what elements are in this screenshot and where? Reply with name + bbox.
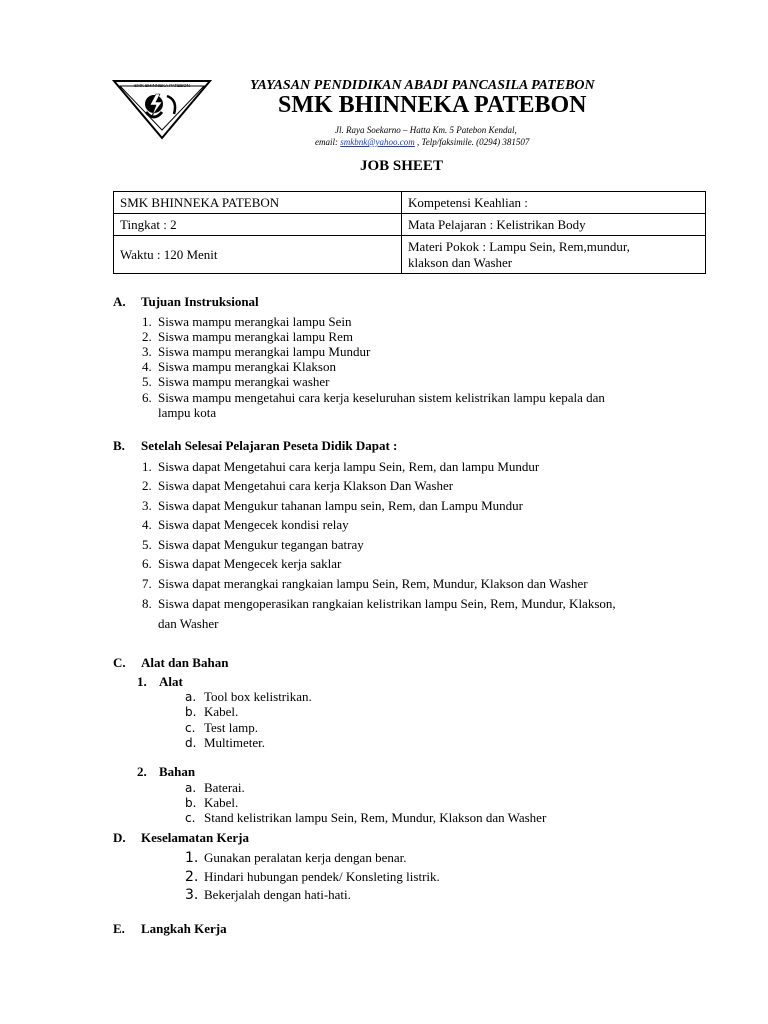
table-cell-line: klakson dan Washer xyxy=(408,254,513,270)
list-item: 3. Siswa mampu merangkai lampu Mundur xyxy=(142,344,371,359)
list-item: 3. Bekerjalah dengan hati-hati. xyxy=(185,887,351,903)
school-contact xyxy=(315,137,529,147)
list-item: c. Stand kelistrikan lampu Sein, Rem, Mundur, Klakson dan Washer xyxy=(185,810,547,825)
section-letter: E. xyxy=(113,921,125,936)
school-address: Jl. Raya Soekarno – Hatta Km. 5 Patebon Kendal, xyxy=(335,125,517,135)
list-item: a. Tool box kelistrikan. xyxy=(185,689,312,704)
subsection-alat-heading: 1. Alat xyxy=(137,674,183,689)
school-logo xyxy=(112,78,212,140)
section-letter: C. xyxy=(113,655,126,670)
list-item: 2. Siswa dapat Mengetahui cara kerja Klakson Dan Washer xyxy=(142,478,454,493)
info-table xyxy=(113,191,706,274)
table-cell: SMK BHINNEKA PATEBON xyxy=(114,192,402,214)
list-item: 4. Siswa mampu merangkai Klakson xyxy=(142,359,336,374)
list-item: 7. Siswa dapat merangkai rangkaian lampu Sein, Rem, Mundur, Klakson dan Washer xyxy=(142,576,588,591)
table-cell xyxy=(402,236,706,274)
list-item: 8. Siswa dapat mengoperasikan rangkaian kelistrikan lampu Sein, Rem, Mundur, Klakson, xyxy=(142,596,616,611)
page-title: JOB SHEET xyxy=(360,158,443,174)
list-item: 2. Hindari hubungan pendek/ Konsleting listrik. xyxy=(185,869,440,885)
list-item-continuation: lampu kota xyxy=(158,405,217,420)
section-title: Tujuan Instruksional xyxy=(141,294,259,309)
foundation-name: YAYASAN PENDIDIKAN ABADI PANCASILA PATEBON xyxy=(250,78,595,93)
school-name: SMK BHINNEKA PATEBON xyxy=(278,92,587,118)
section-e-heading xyxy=(113,921,227,937)
section-letter: D. xyxy=(113,830,126,845)
email-link[interactable]: smkbnk@yahoo.com xyxy=(340,137,415,147)
list-item: 4. Siswa dapat Mengecek kondisi relay xyxy=(142,517,349,532)
subsection-bahan-heading: 2. Bahan xyxy=(137,764,196,779)
section-letter: B. xyxy=(113,438,125,453)
list-item: 6. Siswa dapat Mengecek kerja saklar xyxy=(142,556,342,571)
section-d-heading xyxy=(113,830,249,846)
list-item: 6. Siswa mampu mengetahui cara kerja keseluruhan sistem kelistrikan lampu kepala dan xyxy=(142,390,605,405)
email-prefix: email: xyxy=(315,137,338,147)
section-title: Alat dan Bahan xyxy=(141,655,229,670)
list-item: 1. Gunakan peralatan kerja dengan benar. xyxy=(185,850,407,866)
table-cell: Tingkat : 2 xyxy=(114,214,402,236)
list-item: 5. Siswa mampu merangkai washer xyxy=(142,374,330,389)
section-title: Langkah Kerja xyxy=(141,921,227,936)
section-title: Setelah Selesai Pelajaran Peseta Didik Dapat : xyxy=(141,438,398,453)
list-item: d. Multimeter. xyxy=(185,735,266,750)
section-title: Keselamatan Kerja xyxy=(141,830,249,845)
section-letter: A. xyxy=(113,294,126,309)
table-cell: Waktu : 120 Menit xyxy=(114,236,402,274)
table-cell-line: Materi Pokok : Lampu Sein, Rem,mundur, xyxy=(408,238,630,254)
list-item: 1. Siswa dapat Mengetahui cara kerja lampu Sein, Rem, dan lampu Mundur xyxy=(142,459,540,474)
list-item: 5. Siswa dapat Mengukur tegangan batray xyxy=(142,537,364,552)
logo-text: SMK BHINNEKA PATEBON xyxy=(134,83,190,88)
list-item: c. Test lamp. xyxy=(185,720,258,735)
section-a-heading xyxy=(113,294,259,310)
section-c-heading xyxy=(113,655,229,671)
list-item: b. Kabel. xyxy=(185,795,239,810)
list-item-continuation: dan Washer xyxy=(158,616,219,631)
list-item: a. Baterai. xyxy=(185,780,245,795)
list-item: 2. Siswa mampu merangkai lampu Rem xyxy=(142,329,353,344)
table-cell: Mata Pelajaran : Kelistrikan Body xyxy=(402,214,706,236)
list-item: 1. Siswa mampu merangkai lampu Sein xyxy=(142,314,352,329)
table-cell: Kompetensi Keahlian : xyxy=(402,192,706,214)
section-b-heading xyxy=(113,438,398,454)
phone-text: , Telp/faksimile. (0294) 381507 xyxy=(417,137,530,147)
list-item: 3. Siswa dapat Mengukur tahanan lampu sein, Rem, dan Lampu Mundur xyxy=(142,498,524,513)
list-item: b. Kabel. xyxy=(185,704,239,719)
